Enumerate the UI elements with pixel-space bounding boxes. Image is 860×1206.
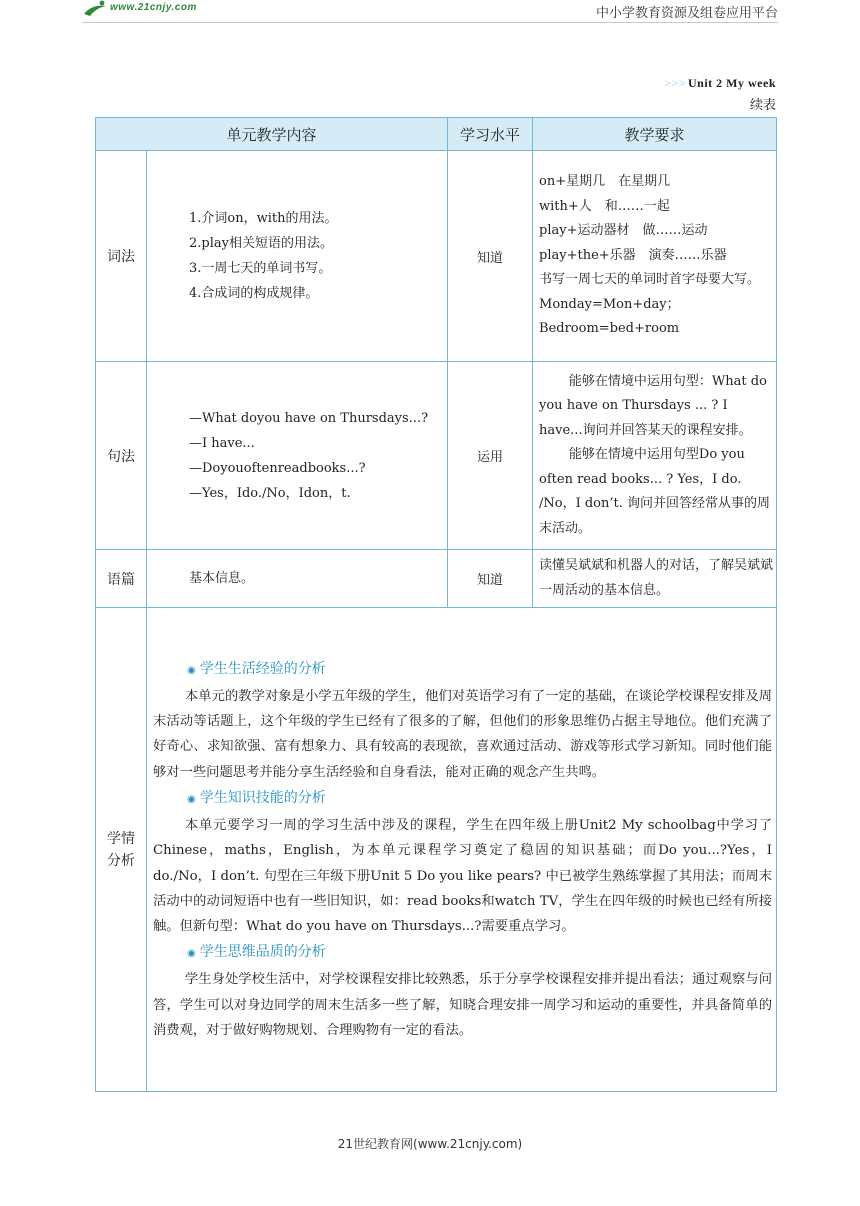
- table-row-vocabulary: [96, 151, 777, 362]
- page-header: [0, 0, 860, 30]
- section-text: 本单元要学习一周的学习生活中涉及的课程，学生在四年级上册Unit2 My schoolbag中学习了Chinese，maths，English，为本单元课程学习奠定了稳固的知识基础；而Do you...?Yes，I do./No，I don’t. 句型在三年级下册Unit 5 Do you like pears? 中已被学生熟练掌握了其用法；而周末活动中的动词短语中也有一些旧知识，如：read books和watch TV，学生在四年级的时候也已经有所接触。但新句型：What do you have on Thursdays...?需要重点学习。: [153, 817, 773, 935]
- requirement-line: Bedroom=bed+room: [539, 321, 680, 337]
- content-line: 4.合成词的构成规律。: [189, 286, 319, 301]
- requirement-paragraph: 能够在情境中运用句型：What do you have on Thursdays ... ? I have...询问并回答某天的课程安排。: [539, 373, 767, 438]
- requirement-line: play+运动器材 做……运动: [539, 223, 708, 239]
- arrows-decoration: >>>: [664, 76, 686, 90]
- requirements-cell: [533, 362, 777, 550]
- table-header-row: [96, 118, 777, 151]
- unit-title: [664, 76, 776, 91]
- header-divider: [82, 22, 778, 23]
- level-cell: 运用: [448, 362, 533, 550]
- content-cell: [147, 151, 448, 362]
- category-cell: [96, 608, 147, 1092]
- requirements-cell: [533, 550, 777, 608]
- content-cell: [147, 550, 448, 608]
- table-row-analysis: [96, 608, 777, 1092]
- requirement-paragraph: 能够在情境中运用句型Do you often read books... ? Yes，I do. /No，I don’t. 询问并回答经常从事的周末活动。: [539, 447, 771, 536]
- requirement-line: 书写一周七天的单词时首字母要大写。: [539, 272, 761, 288]
- level-cell: 知道: [448, 151, 533, 362]
- content-line: —I have...: [189, 435, 255, 451]
- bullet-icon: ◉: [187, 793, 196, 805]
- header-level: 学习水平: [448, 118, 533, 151]
- section-text: 学生身处学校生活中，对学校课程安排比较熟悉，乐于分享学校课程安排并提出看法；通过观察与问答，学生可以对身边同学的周末生活多一些了解，知晓合理安排一周学习和运动的重要性，并具备简单的消费观，对于做好购物规划、合理购物有一定的看法。: [153, 972, 773, 1038]
- section-text: 本单元的教学对象是小学五年级的学生，他们对英语学习有了一定的基础，在谈论学校课程安排及周末活动等话题上，这个年级的学生已经有了很多的了解，但他们的形象思维仍占据主导地位。他们充满了好奇心、求知欲强、富有想象力、具有较高的表现欲，喜欢通过活动、游戏等形式学习新知。同时他们能够对一些问题思考并能分享生活经验和自身看法，能对正确的观念产生共鸣。: [153, 688, 773, 780]
- table-row-discourse: [96, 550, 777, 608]
- bullet-icon: ◉: [187, 664, 196, 676]
- section-title-life-experience: ◉ 学生生活经验的分析: [187, 660, 326, 677]
- logo-runner-icon: [82, 0, 108, 18]
- content-line: 基本信息。: [189, 571, 255, 586]
- teaching-content-table: [95, 117, 777, 1092]
- content-line: —Yes，Ido./No，Idon，t.: [189, 485, 351, 501]
- page-footer[interactable]: 21世纪教育网(www.21cnjy.com): [337, 1137, 523, 1151]
- content-line: 2.play相关短语的用法。: [189, 236, 333, 251]
- site-logo[interactable]: [82, 0, 242, 20]
- section-title-knowledge-skills: ◉ 学生知识技能的分析: [187, 789, 326, 806]
- content-cell: [147, 362, 448, 550]
- requirement-paragraph: 读懂吴斌斌和机器人的对话，了解吴斌斌一周活动的基本信息。: [539, 558, 774, 598]
- table-row-syntax: [96, 362, 777, 550]
- logo-text: www.21cnjy.com: [110, 2, 197, 13]
- level-cell: 知道: [448, 550, 533, 608]
- analysis-cell: [147, 608, 777, 1092]
- requirement-line: play+the+乐器 演奏……乐器: [539, 247, 727, 263]
- requirement-line: on+星期几 在星期几: [539, 174, 671, 190]
- requirement-line: Monday=Mon+day；: [539, 296, 680, 312]
- category-cell: 词法: [96, 151, 147, 362]
- header-content: 单元教学内容: [96, 118, 448, 151]
- content-line: —Doyouoftenreadbooks...?: [189, 460, 366, 476]
- platform-name: 中小学教育资源及组卷应用平台: [595, 6, 778, 21]
- content-line: 1.介词on，with的用法。: [189, 211, 338, 226]
- continued-label: 续表: [749, 98, 776, 113]
- category-cell: 语篇: [96, 550, 147, 608]
- section-title-thinking-quality: ◉ 学生思维品质的分析: [187, 944, 326, 961]
- requirement-line: with+人 和……一起: [539, 198, 670, 214]
- category-cell: 句法: [96, 362, 147, 550]
- content-line: —What doyou have on Thursdays...?: [189, 410, 429, 426]
- analysis-category-label: 学情分析: [107, 830, 135, 869]
- unit-title-text: Unit 2 My week: [688, 76, 776, 90]
- requirements-cell: [533, 151, 777, 362]
- header-requirements: 教学要求: [533, 118, 777, 151]
- bullet-icon: ◉: [187, 948, 196, 960]
- content-line: 3.一周七天的单词书写。: [189, 261, 332, 276]
